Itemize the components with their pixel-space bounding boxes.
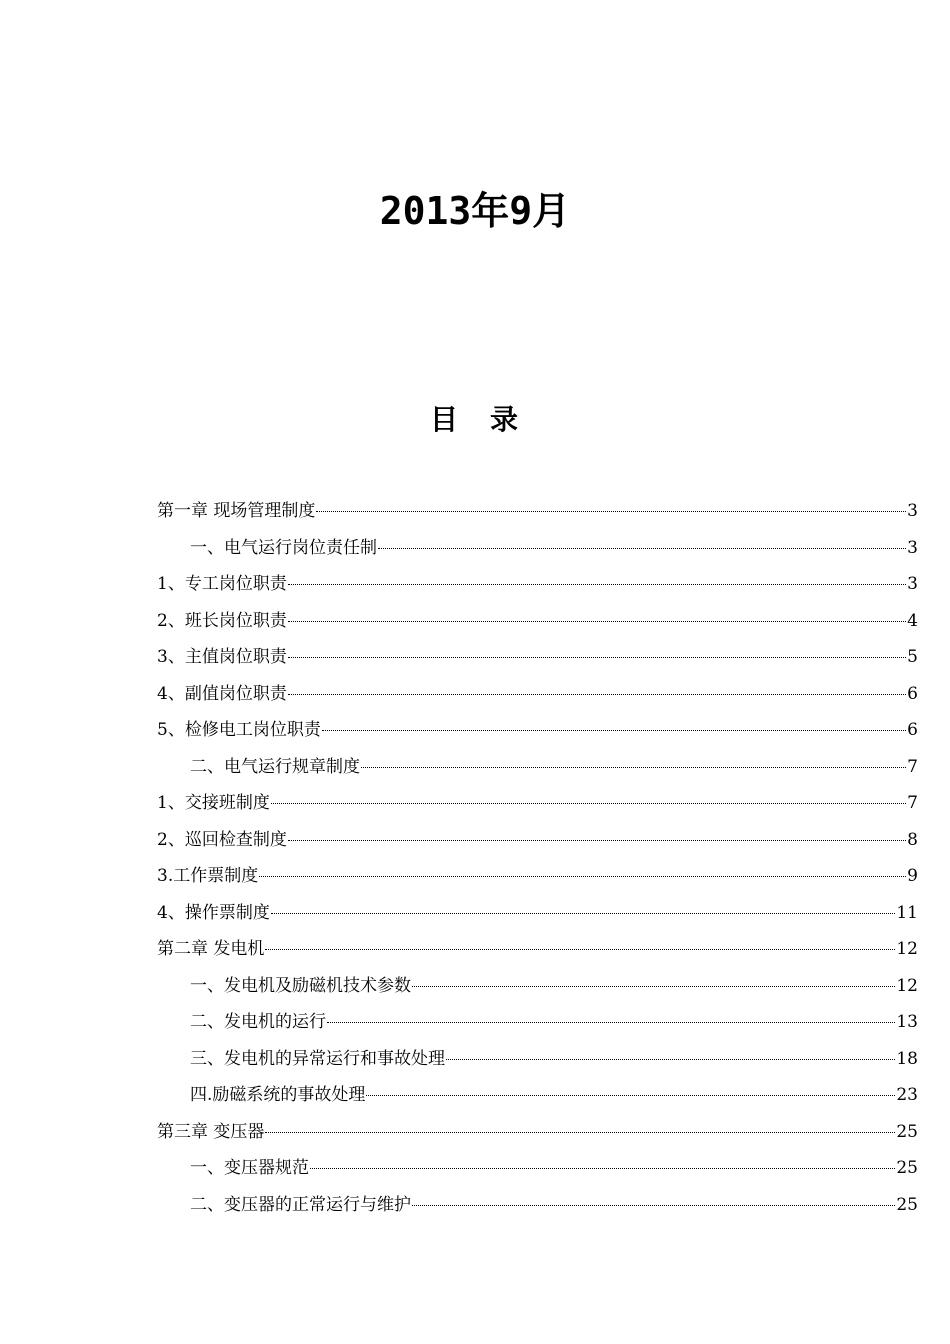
toc-entry-page-number: 12	[896, 975, 918, 996]
toc-entry-page-number: 13	[896, 1012, 918, 1032]
toc-entry-label: 5、检修电工岗位职责	[157, 720, 321, 740]
toc-entry[interactable]	[157, 716, 918, 753]
toc-dot-leader	[446, 1059, 895, 1060]
toc-entry-label: 四.励磁系统的事故处理	[190, 1085, 366, 1105]
toc-entry-label: 二、变压器的正常运行与维护	[190, 1194, 411, 1215]
toc-entry-label: 3、主值岗位职责	[157, 647, 287, 667]
table-of-contents	[157, 497, 918, 1227]
toc-entry-page-number: 7	[907, 793, 918, 813]
toc-entry[interactable]	[157, 1154, 918, 1191]
toc-dot-leader	[412, 1205, 895, 1206]
toc-entry-page-number: 23	[896, 1085, 918, 1105]
toc-entry-label: 第三章 变压器	[157, 1121, 265, 1142]
toc-entry-page-number: 8	[907, 829, 918, 850]
toc-entry-label: 第一章 现场管理制度	[157, 501, 316, 521]
toc-dot-leader	[288, 694, 906, 695]
toc-dot-leader	[327, 1022, 895, 1023]
toc-entry[interactable]	[157, 643, 918, 680]
toc-entry-page-number: 12	[896, 939, 918, 959]
toc-entry-page-number: 6	[907, 683, 918, 704]
toc-entry-label: 三、发电机的异常运行和事故处理	[190, 1048, 445, 1069]
toc-dot-leader	[259, 876, 906, 877]
toc-entry-label: 1、交接班制度	[157, 793, 270, 813]
toc-entry-page-number: 18	[896, 1048, 918, 1069]
toc-dot-leader	[271, 803, 906, 804]
toc-entry-label: 2、巡回检查制度	[157, 829, 287, 850]
toc-entry[interactable]	[157, 570, 918, 607]
toc-entry-page-number: 3	[907, 537, 918, 558]
toc-entry[interactable]	[157, 972, 918, 1009]
toc-entry[interactable]	[157, 1045, 918, 1082]
toc-entry[interactable]	[157, 1118, 918, 1155]
toc-entry-page-number: 25	[896, 1194, 918, 1215]
toc-dot-leader	[271, 913, 896, 914]
toc-entry-page-number: 5	[907, 647, 918, 667]
toc-entry-page-number: 6	[907, 720, 918, 740]
cover-date: 2013年9月	[379, 189, 571, 233]
toc-entry-label: 一、电气运行岗位责任制	[190, 537, 377, 558]
toc-entry-label: 二、发电机的运行	[190, 1012, 326, 1032]
toc-entry-label: 一、发电机及励磁机技术参数	[190, 975, 411, 996]
toc-title-part2: 录	[490, 403, 521, 436]
toc-title-part1: 目	[429, 403, 460, 436]
toc-dot-leader	[361, 767, 906, 768]
toc-entry-label: 4、副值岗位职责	[157, 683, 287, 704]
toc-entry-label: 第二章 发电机	[157, 939, 265, 959]
toc-entry-label: 2、班长岗位职责	[157, 610, 287, 631]
toc-entry[interactable]	[157, 899, 918, 936]
toc-dot-leader	[288, 584, 906, 585]
toc-entry[interactable]	[157, 789, 918, 826]
toc-dot-leader	[310, 1168, 895, 1169]
toc-entry-page-number: 11	[896, 902, 918, 923]
toc-entry[interactable]	[157, 753, 918, 790]
toc-entry[interactable]	[157, 826, 918, 863]
toc-dot-leader	[378, 548, 906, 549]
toc-entry-label: 一、变压器规范	[190, 1158, 309, 1178]
toc-dot-leader	[288, 657, 906, 658]
toc-dot-leader	[288, 621, 906, 622]
toc-entry-page-number: 4	[907, 610, 918, 631]
toc-entry-page-number: 7	[907, 756, 918, 777]
toc-entry-page-number: 3	[907, 501, 918, 521]
toc-dot-leader	[265, 949, 895, 950]
toc-entry-label: 3.工作票制度	[157, 866, 259, 886]
toc-entry[interactable]	[157, 534, 918, 571]
toc-dot-leader	[366, 1095, 895, 1096]
toc-dot-leader	[265, 1132, 895, 1133]
toc-entry-label: 4、操作票制度	[157, 902, 270, 923]
toc-dot-leader	[322, 730, 906, 731]
toc-entry[interactable]	[157, 607, 918, 644]
toc-entry[interactable]	[157, 1191, 918, 1228]
toc-entry-label: 1、专工岗位职责	[157, 574, 287, 594]
toc-title	[0, 400, 950, 440]
toc-entry[interactable]	[157, 1081, 918, 1118]
toc-dot-leader	[316, 511, 906, 512]
toc-entry-page-number: 3	[907, 574, 918, 594]
toc-entry[interactable]	[157, 935, 918, 972]
toc-dot-leader	[288, 840, 906, 841]
toc-entry[interactable]	[157, 680, 918, 717]
toc-entry[interactable]	[157, 497, 918, 534]
toc-entry[interactable]	[157, 1008, 918, 1045]
toc-entry-page-number: 9	[907, 866, 918, 886]
toc-entry-label: 二、电气运行规章制度	[190, 756, 360, 777]
toc-entry[interactable]	[157, 862, 918, 899]
toc-dot-leader	[412, 986, 895, 987]
toc-entry-page-number: 25	[896, 1158, 918, 1178]
toc-entry-page-number: 25	[896, 1121, 918, 1142]
